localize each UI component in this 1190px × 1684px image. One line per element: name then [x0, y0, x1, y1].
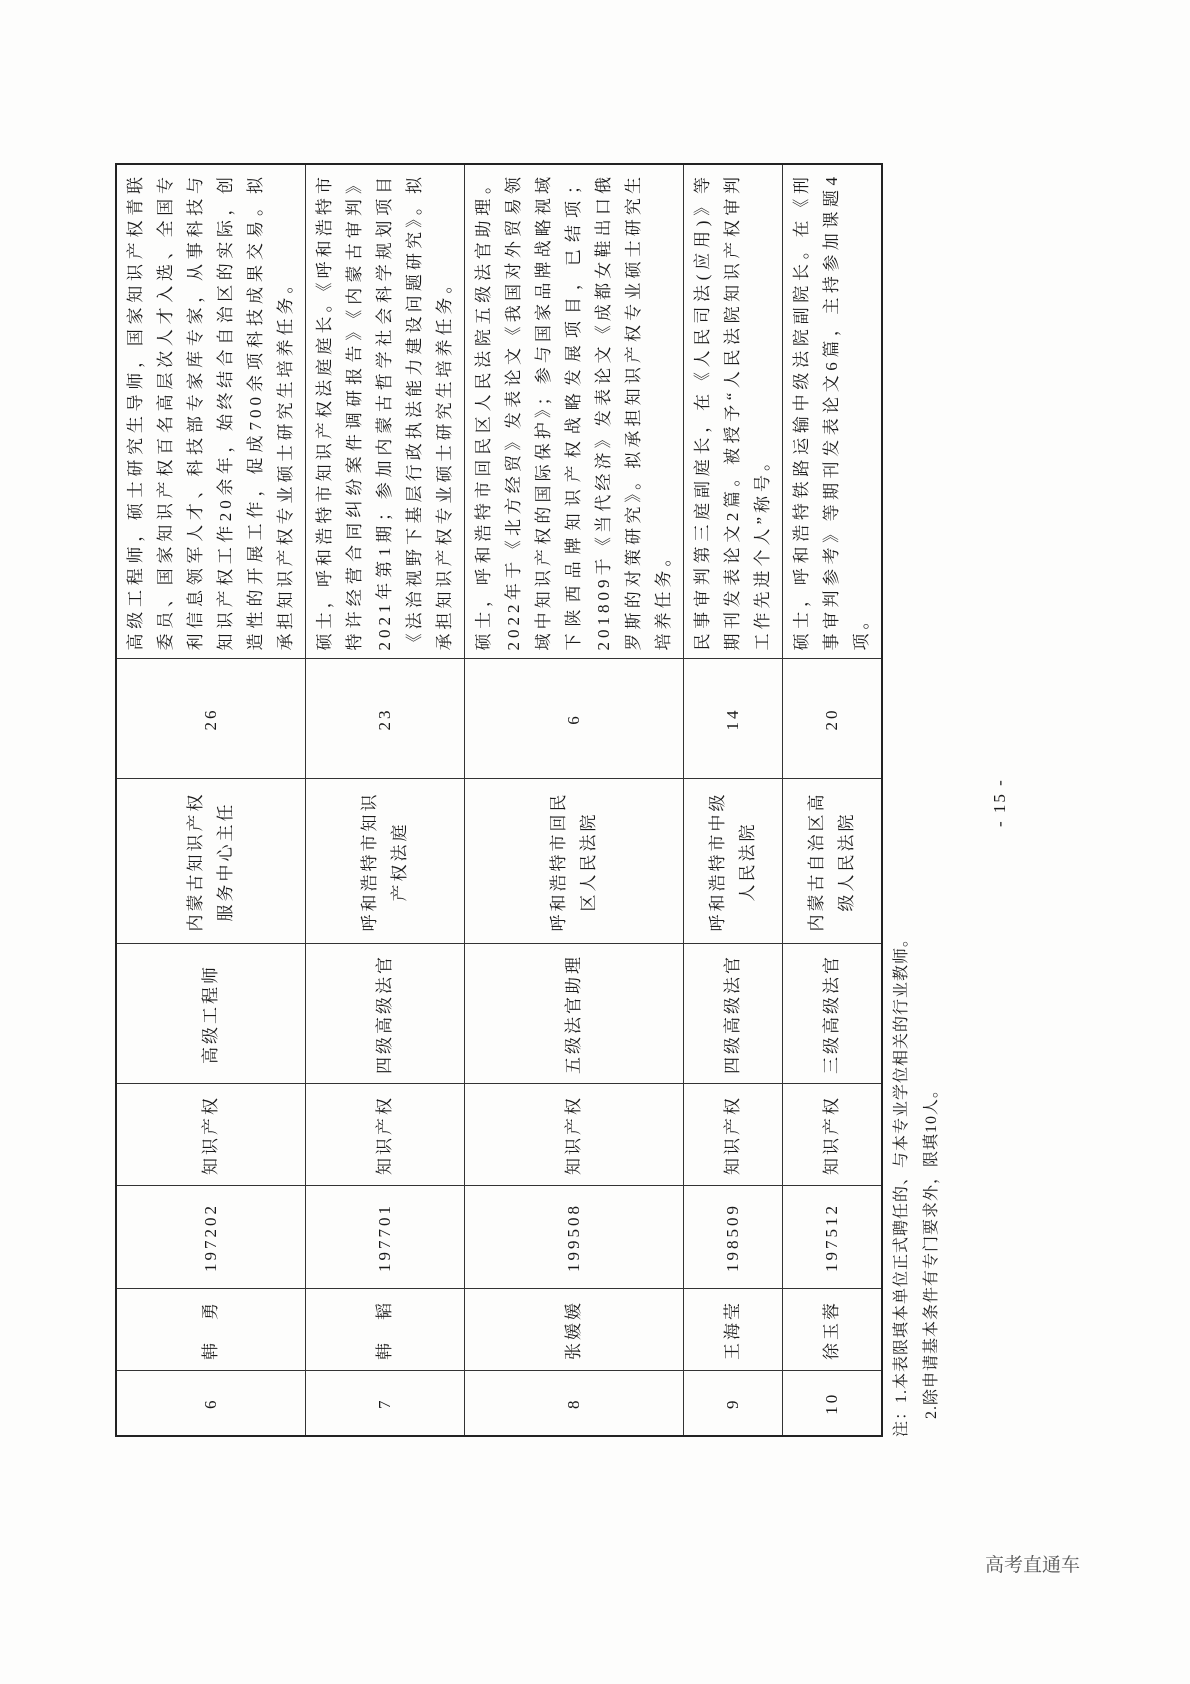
table-row [783, 164, 883, 1436]
birth-date-cell: 199508 [465, 1186, 684, 1289]
row-number-cell: 7 [306, 1371, 465, 1436]
job-title-cell: 五级法官助理 [465, 944, 684, 1084]
description-cell: 民事审判第三庭副庭长，在《人民司法(应用)》等期刊发表论文2篇。被授予“人民法院知识产权审判工作先进个人”称号。 [684, 164, 783, 659]
row-number-cell: 10 [783, 1371, 883, 1436]
teacher-name-cell: 徐玉蓉 [783, 1289, 883, 1371]
note-2: 2.除申请基本条件有专门要求外，限填10人。 [923, 1080, 940, 1419]
row-number-cell: 9 [684, 1371, 783, 1436]
table-row [684, 164, 783, 1436]
work-unit-cell: 呼和浩特市回民区人民法院 [465, 779, 684, 944]
page-number: - 15 - [990, 778, 1009, 827]
table-row [116, 164, 306, 1436]
birth-date-cell: 198509 [684, 1186, 783, 1289]
work-unit-cell: 内蒙古自治区高级人民法院 [783, 779, 883, 944]
table-row [465, 164, 684, 1436]
birth-date-cell: 197202 [116, 1186, 306, 1289]
birth-date-cell: 197512 [783, 1186, 883, 1289]
description-cell: 硕士，呼和浩特市知识产权法庭庭长。《呼和浩特市特许经营合同纠纷案件调研报告》《内蒙古审判》2021年第1期；参加内蒙古哲学社会科学规划项目《法治视野下基层行政执法能力建设问题研究》。拟承担知识产权专业硕士研究生培养任务。 [306, 164, 465, 659]
row-number-cell: 8 [465, 1371, 684, 1436]
field-cell: 知识产权 [684, 1084, 783, 1186]
description-cell: 硕士，呼和浩特铁路运输中级法院副院长。在《刑事审判参考》等期刊发表论文6篇，主持参加课题4项。 [783, 164, 883, 659]
description-cell: 高级工程师，硕士研究生导师，国家知识产权青联委员、国家知识产权百名高层次人才入选、全国专利信息领军人才、科技部专家库专家，从事科技与知识产权工作20余年，始终结合自治区的实际，创造性的开展工作，促成700余项科技成果交易。拟承担知识产权专业硕士研究生培养任务。 [116, 164, 306, 659]
teacher-name-cell: 韩 韬 [306, 1289, 465, 1371]
work-unit-cell: 内蒙古知识产权服务中心主任 [116, 779, 306, 944]
job-title-cell: 三级高级法官 [783, 944, 883, 1084]
job-title-cell: 四级高级法官 [306, 944, 465, 1084]
teacher-name-cell: 王海莹 [684, 1289, 783, 1371]
teacher-name-cell: 韩 勇 [116, 1289, 306, 1371]
field-cell: 知识产权 [465, 1084, 684, 1186]
years-of-experience-cell: 14 [684, 659, 783, 779]
industry-teacher-table [115, 163, 883, 1437]
table-notes [887, 165, 947, 1437]
field-cell: 知识产权 [116, 1084, 306, 1186]
teacher-name-cell: 张媛媛 [465, 1289, 684, 1371]
years-of-experience-cell: 26 [116, 659, 306, 779]
work-unit-cell: 呼和浩特市知识产权法庭 [306, 779, 465, 944]
years-of-experience-cell: 23 [306, 659, 465, 779]
watermark: 高考直通车 [985, 1554, 1081, 1576]
rotated-page-content [115, 165, 1075, 1437]
years-of-experience-cell: 20 [783, 659, 883, 779]
years-of-experience-cell: 6 [465, 659, 684, 779]
field-cell: 知识产权 [783, 1084, 883, 1186]
note-1: 注：1.本表限填本单位正式聘任的、与本专业学位相关的行业教师。 [893, 929, 910, 1437]
job-title-cell: 四级高级法官 [684, 944, 783, 1084]
table-row [306, 164, 465, 1436]
row-number-cell: 6 [116, 1371, 306, 1436]
job-title-cell: 高级工程师 [116, 944, 306, 1084]
birth-date-cell: 197701 [306, 1186, 465, 1289]
work-unit-cell: 呼和浩特市中级人民法院 [684, 779, 783, 944]
field-cell: 知识产权 [306, 1084, 465, 1186]
description-cell: 硕士，呼和浩特市回民区人民法院五级法官助理。2022年于《北方经贸》发表论文《我国对外贸易领域中知识产权的国际保护》；参与国家品牌战略视域下陕西品牌知识产权战略发展项目，已结项；201809于《当代经济》发表论文《成都女鞋出口俄罗斯的对策研究》。拟承担知识产权专业硕士研究生培养任务。 [465, 164, 684, 659]
